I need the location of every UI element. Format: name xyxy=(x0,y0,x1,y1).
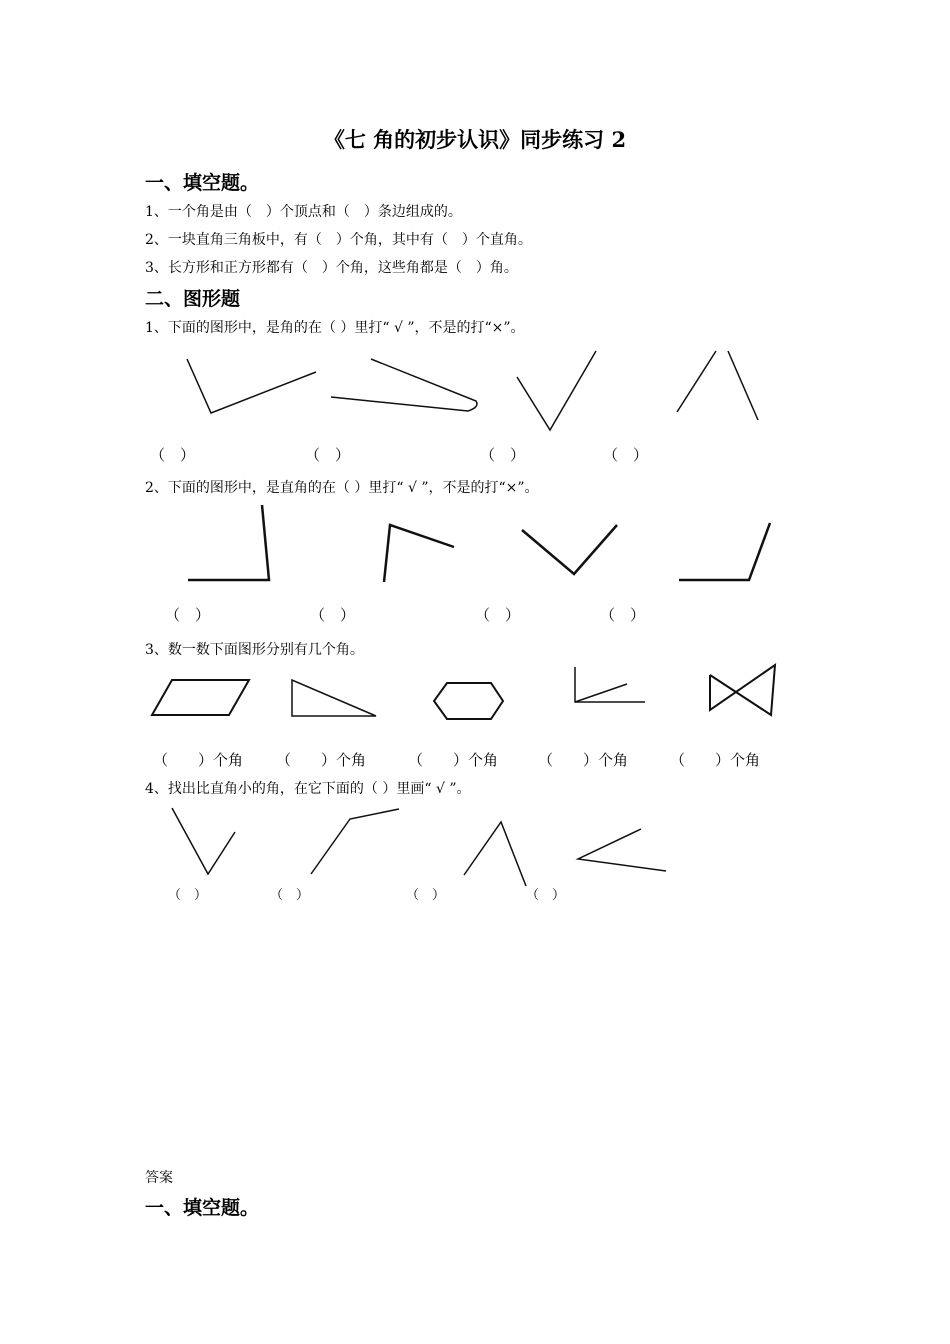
q1-figure-open-4b xyxy=(728,351,758,420)
q3-figure-parallelogram xyxy=(152,680,249,715)
q2-answer-paren-1[interactable]: （ ） xyxy=(165,606,211,624)
q4-answer-paren-2[interactable]: （ ） xyxy=(270,888,310,903)
q3-figure-angle-ray xyxy=(575,684,627,702)
q1-answer-paren-3[interactable]: （ ） xyxy=(480,446,526,464)
q2-figure-2 xyxy=(384,525,454,582)
q1-answer-paren-1[interactable]: （ ） xyxy=(150,446,196,464)
q3-figure-right-triangle xyxy=(292,680,376,716)
q4-answer-paren-1[interactable]: （ ） xyxy=(168,888,208,903)
q3-figure-angle-lines xyxy=(575,667,645,702)
q4-figure-2 xyxy=(311,809,399,874)
question-2-4: 4、找出比直角小的角，在它下面的（ ）里画“ √ ”。 xyxy=(145,781,471,797)
q2-answer-paren-4[interactable]: （ ） xyxy=(600,606,646,624)
answer-label: 答案 xyxy=(145,1170,173,1186)
q4-figure-4 xyxy=(578,829,666,871)
q3-answer-4[interactable]: （ ）个角 xyxy=(538,751,629,769)
q1-answer-paren-4[interactable]: （ ） xyxy=(603,446,649,464)
q4-answer-paren-4[interactable]: （ ） xyxy=(526,888,566,903)
section-heading-fill-blank: 一、填空题。 xyxy=(145,172,260,194)
question-2-3: 3、数一数下面图形分别有几个角。 xyxy=(145,642,364,658)
q2-figure-1 xyxy=(188,505,269,580)
q1-answer-paren-2[interactable]: （ ） xyxy=(305,446,351,464)
q3-figure-hexagon xyxy=(434,683,503,719)
q2-figure-4 xyxy=(679,523,770,580)
page-title: 《七 角的初步认识》同步练习 2 xyxy=(323,127,627,152)
q4-figures xyxy=(0,800,950,890)
q1-figure-curved-2 xyxy=(331,359,477,411)
q4-figure-1 xyxy=(172,808,235,874)
answer-section-heading: 一、填空题。 xyxy=(145,1197,260,1219)
q4-answer-paren-3[interactable]: （ ） xyxy=(406,888,446,903)
q2-figure-3 xyxy=(522,525,617,574)
q3-answer-3[interactable]: （ ）个角 xyxy=(408,751,499,769)
q1-figure-angle-3 xyxy=(517,351,596,430)
q1-figure-open-4a xyxy=(677,351,716,412)
question-1-1: 1、一个角是由（ ）个顶点和（ ）条边组成的。 xyxy=(145,204,462,220)
question-1-2: 2、一块直角三角板中，有（ ）个角，其中有（ ）个直角。 xyxy=(145,232,532,248)
q3-figure-bowtie xyxy=(710,665,775,715)
q3-answer-1[interactable]: （ ）个角 xyxy=(153,751,244,769)
question-2-2: 2、下面的图形中，是直角的在（ ）里打“ √ ”，不是的打“×”。 xyxy=(145,480,539,496)
q1-figures xyxy=(0,345,950,445)
q2-answer-paren-3[interactable]: （ ） xyxy=(475,606,521,624)
question-2-1: 1、下面的图形中，是角的在（ ）里打“ √ ”，不是的打“×”。 xyxy=(145,320,525,336)
q3-answer-5[interactable]: （ ）个角 xyxy=(670,751,761,769)
question-1-3: 3、长方形和正方形都有（ ）个角，这些角都是（ ）角。 xyxy=(145,260,518,276)
q3-figures xyxy=(0,660,950,730)
q2-figures xyxy=(0,500,950,590)
section-heading-figures: 二、图形题 xyxy=(145,288,241,310)
q2-answer-paren-2[interactable]: （ ） xyxy=(310,606,356,624)
q4-figure-3 xyxy=(464,822,526,886)
q1-figure-angle-1 xyxy=(187,359,316,413)
q3-answer-2[interactable]: （ ）个角 xyxy=(276,751,367,769)
